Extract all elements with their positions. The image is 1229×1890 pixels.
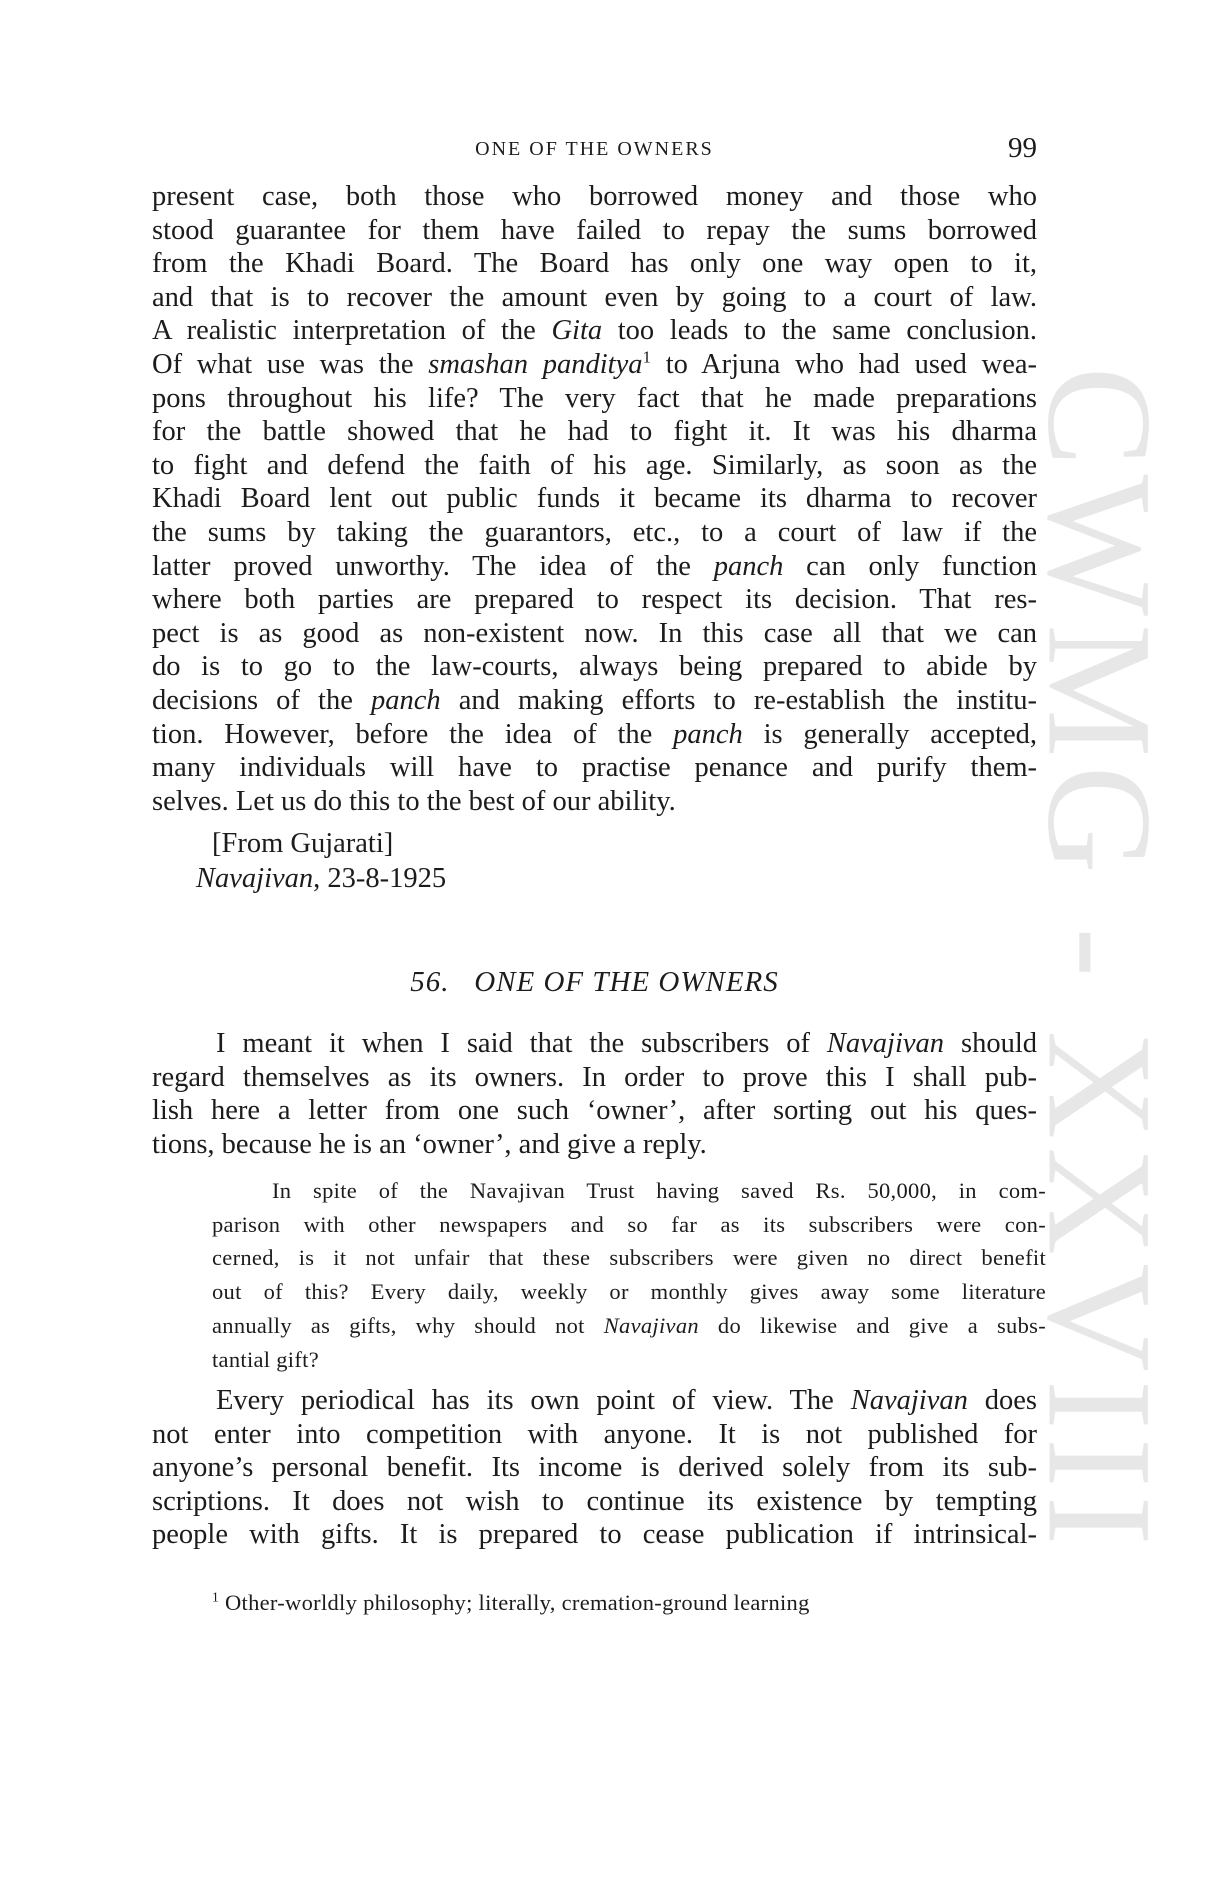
text-line: Every periodical has its own point of view. The Navajivan does [216,1385,1037,1416]
text-line: many individuals will have to practise penance and purify them- [152,752,1037,784]
text-line: present case, both those who borrowed money and those who [152,181,1037,212]
intro-paragraph [152,1027,1037,1161]
italic-term: panch [673,718,743,750]
watermark-text: CWMG - XXVIII [1017,366,1184,1554]
italic-term: Navajivan [603,1312,699,1338]
text-line: I meant it when I said that the subscribers of Navajivan should [216,1028,1037,1059]
text-line: lish here a letter from one such ‘owner’, after sorting out his ques- [152,1095,1037,1127]
paragraph-continuation [152,180,1037,818]
section-number: 56. [410,966,450,998]
text-line: pons throughout his life? The very fact that he made preparations [152,382,1037,414]
text-line: annually as gifts, why should not Navajivan do likewise and give a subs- [212,1312,1046,1338]
text-line: for the battle showed that he had to fight it. It was his dharma [152,416,1037,448]
section-title: ONE OF THE OWNERS [474,966,779,998]
text-line: the sums by taking the guarantors, etc., to a court of law if the [152,516,1037,548]
publication-name: Navajivan [196,863,314,894]
text-line: not enter into competition with anyone. It is not published for [152,1418,1037,1450]
text-line: parison with other newspapers and so far as its subscribers were con- [212,1211,1046,1237]
footnote-marker: 1 [212,1589,220,1605]
italic-term: Navajivan [826,1028,945,1059]
text-line: anyone’s personal benefit. Its income is derived solely from its sub- [152,1452,1037,1484]
italic-term: smashan panditya [428,348,643,380]
text-line: latter proved unworthy. The idea of the panch can only function [152,550,1037,582]
text-line: pect is as good as non-existent now. In this case all that we can [152,617,1037,649]
text-line: A realistic interpretation of the Gita too leads to the same conclusion. [152,315,1037,347]
quoted-letter [212,1174,1046,1376]
text-line: from the Khadi Board. The Board has only one way open to it, [152,248,1037,280]
text-line: and that is to recover the amount even by going to a court of law. [152,281,1037,313]
text-line: where both parties are prepared to respect its decision. That res- [152,584,1037,616]
text-line: tion. However, before the idea of the panch is generally accepted, [152,718,1038,750]
footnote-reference: 1 [642,347,652,367]
italic-term: Navajivan [850,1385,968,1416]
text-line: do is to go to the law-courts, always being prepared to abide by [152,651,1037,683]
source-citation [196,862,446,896]
publication-date: , 23-8-1925 [313,863,447,894]
text-line: scriptions. It does not wish to continue its existence by tempting [152,1485,1037,1517]
footnote-text: Other-worldly philosophy; literally, cremation-ground learning [219,1590,810,1615]
source-note: [From Gujarati] [212,828,394,859]
text-line: In spite of the Navajivan Trust having saved Rs. 50,000, in com- [272,1178,1046,1203]
text-line: decisions of the panch and making efforts to re-establish the institu- [152,684,1037,716]
text-line: people with gifts. It is prepared to cease publication if intrinsical- [152,1519,1037,1551]
running-title: ONE OF THE OWNERS [475,138,714,160]
text-line: Of what use was the smashan panditya$^1$ to Arjuna who had used wea- [152,347,1037,380]
section-heading [152,966,1037,999]
text-line: selves. Let us do this to the best of our ability. [152,785,676,817]
page-number: 99 [1008,132,1037,164]
italic-term: panch [370,684,441,716]
footnote [212,1588,810,1618]
text-line: regard themselves as its owners. In order to prove this I shall pub- [152,1061,1037,1093]
reply-paragraph [152,1384,1037,1552]
text-line: tantial gift? [212,1346,319,1372]
text-line: tions, because he is an ‘owner’, and give a reply. [152,1128,707,1160]
italic-term: Gita [551,315,603,347]
italic-term: panch [713,550,784,582]
text-line: out of this? Every daily, weekly or monthly gives away some literature [212,1279,1046,1305]
running-head [152,132,1037,172]
text-line: to fight and defend the faith of his age. Similarly, as soon as the [152,449,1037,481]
text-line: Khadi Board lent out public funds it became its dharma to recover [152,483,1037,515]
text-line: cerned, is it not unfair that these subscribers were given no direct benefit [212,1245,1046,1271]
text-line: stood guarantee for them have failed to repay the sums borrowed [152,214,1037,246]
